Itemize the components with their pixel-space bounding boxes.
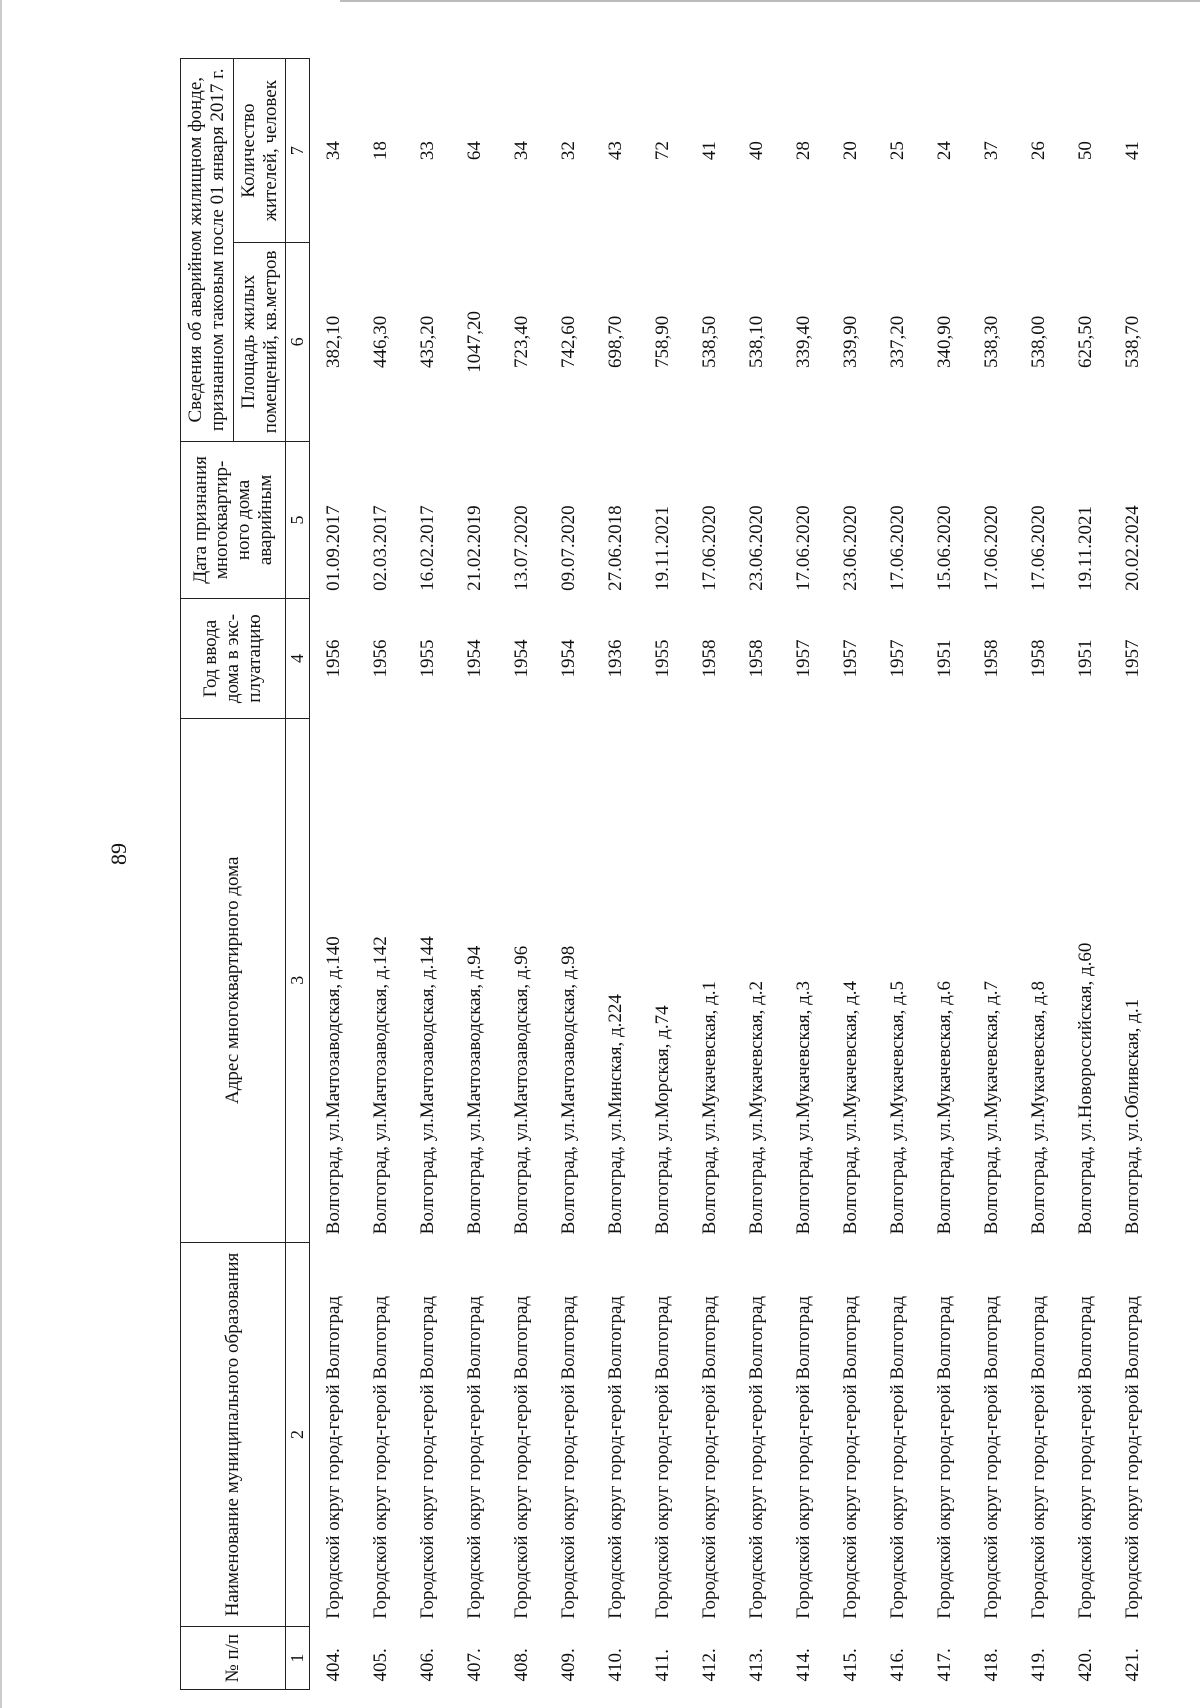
date-cell: 27.06.2018 [604,505,626,591]
year-cell: 1956 [369,639,391,678]
year-cell: 1957 [1121,639,1143,678]
date-cell: 20.02.2024 [1121,505,1143,591]
address-cell: Волгоград, ул.Мукачевская, д.1 [698,980,720,1235]
year-cell: 1951 [1074,639,1096,678]
people-cell: 26 [1027,141,1049,161]
municipality-cell: Городской округ город-герой Волгоград [1027,1295,1049,1619]
table-row [827,59,874,1690]
row-number: 416. [886,1648,908,1682]
municipality-cell: Городской округ город-герой Волгоград [745,1295,767,1619]
people-cell: 34 [510,141,532,161]
area-cell: 538,00 [1027,315,1049,368]
table-row [451,59,498,1690]
year-cell: 1957 [839,639,861,678]
table-row [921,59,968,1690]
table-row [404,59,451,1690]
table-row [1062,59,1109,1690]
people-cell: 34 [322,141,344,161]
people-cell: 64 [463,141,485,161]
address-cell: Волгоград, ул.Мачтозаводская, д.142 [369,936,391,1235]
date-cell: 17.06.2020 [792,505,814,591]
header-people: Количество жителей, человек [233,59,286,243]
people-cell: 33 [416,141,438,161]
emergency-housing-table [180,58,1156,1690]
header-municipality: Наименование муниципального образования [181,1242,286,1626]
area-cell: 698,70 [604,315,626,368]
row-number: 414. [792,1648,814,1682]
table-row [874,59,921,1690]
municipality-cell: Городской округ город-герой Волгоград [1074,1295,1096,1619]
date-cell: 13.07.2020 [510,505,532,591]
people-cell: 72 [651,141,673,161]
year-cell: 1951 [933,639,955,678]
municipality-cell: Городской округ город-герой Волгоград [839,1295,861,1619]
table-row [686,59,733,1690]
year-cell: 1955 [651,639,673,678]
row-number: 410. [604,1648,626,1682]
header-number: № п/п [181,1627,286,1690]
area-cell: 340,90 [933,315,955,368]
year-cell: 1936 [604,639,626,678]
people-cell: 28 [792,141,814,161]
area-cell: 723,40 [510,315,532,368]
date-cell: 21.02.2019 [463,505,485,591]
column-numbers-row [286,59,310,1690]
address-cell: Волгоград, ул.Мукачевская, д.5 [886,980,908,1235]
municipality-cell: Городской округ город-герой Волгоград [463,1295,485,1619]
column-number: 4 [286,599,310,718]
year-cell: 1956 [322,639,344,678]
area-cell: 538,50 [698,315,720,368]
people-cell: 25 [886,141,908,161]
table-row [357,59,404,1690]
people-cell: 24 [933,141,955,161]
address-cell: Волгоград, ул.Мукачевская, д.6 [933,980,955,1235]
people-cell: 43 [604,141,626,161]
header-address: Адрес многоквартирного дома [181,718,286,1242]
year-cell: 1954 [463,639,485,678]
area-cell: 446,30 [369,315,391,368]
row-number: 404. [322,1648,344,1682]
address-cell: Волгоград, ул.Минская, д.224 [604,994,626,1235]
people-cell: 41 [1121,141,1143,161]
table-row [639,59,686,1690]
year-cell: 1957 [792,639,814,678]
table-body [310,59,1157,1690]
row-number: 419. [1027,1648,1049,1682]
year-cell: 1958 [745,639,767,678]
table-row [1109,59,1156,1690]
row-number: 418. [980,1648,1002,1682]
rotated-table-container [180,58,1200,1690]
people-cell: 50 [1074,141,1096,161]
municipality-cell: Городской округ город-герой Волгоград [369,1295,391,1619]
date-cell: 15.06.2020 [933,505,955,591]
people-cell: 20 [839,141,861,161]
municipality-cell: Городской округ город-герой Волгоград [557,1295,579,1619]
row-number: 409. [557,1648,579,1682]
date-cell: 17.06.2020 [980,505,1002,591]
address-cell: Волгоград, ул.Мукачевская, д.2 [745,980,767,1235]
table-row [1015,59,1062,1690]
row-number: 405. [369,1648,391,1682]
date-cell: 17.06.2020 [1027,505,1049,591]
area-cell: 742,60 [557,315,579,368]
date-cell: 23.06.2020 [745,505,767,591]
area-cell: 625,50 [1074,315,1096,368]
address-cell: Волгоград, ул.Обливская, д.1 [1121,998,1143,1235]
column-number: 3 [286,718,310,1242]
row-number: 417. [933,1648,955,1682]
date-cell: 19.11.2021 [651,506,673,591]
municipality-cell: Городской округ город-герой Волгоград [510,1295,532,1619]
municipality-cell: Городской округ город-герой Волгоград [322,1295,344,1619]
year-cell: 1958 [698,639,720,678]
address-cell: Волгоград, ул.Мачтозаводская, д.144 [416,936,438,1235]
header-area: Площадь жилых помещений, кв.метров [233,243,286,441]
address-cell: Волгоград, ул.Морская, д.74 [651,1005,673,1235]
table-row [592,59,639,1690]
row-number: 420. [1074,1648,1096,1682]
column-number: 2 [286,1242,310,1626]
municipality-cell: Городской округ город-герой Волгоград [792,1295,814,1619]
header-date: Дата признания многоквартир-ного дома аварийным [181,441,286,599]
row-number: 406. [416,1648,438,1682]
header-year: Год ввода дома в экс-плуатацию [181,599,286,718]
row-number: 407. [463,1648,485,1682]
area-cell: 337,20 [886,315,908,368]
people-cell: 32 [557,141,579,161]
year-cell: 1958 [980,639,1002,678]
people-cell: 18 [369,141,391,161]
column-number: 5 [286,441,310,599]
column-number: 7 [286,59,310,243]
date-cell: 17.06.2020 [886,505,908,591]
table-row [545,59,592,1690]
people-cell: 40 [745,141,767,161]
column-number: 6 [286,243,310,441]
municipality-cell: Городской округ город-герой Волгоград [933,1295,955,1619]
row-number: 415. [839,1648,861,1682]
municipality-cell: Городской округ город-герой Волгоград [886,1295,908,1619]
scan-top-edge [340,0,1200,2]
date-cell: 19.11.2021 [1074,506,1096,591]
people-cell: 37 [980,141,1002,161]
address-cell: Волгоград, ул.Мукачевская, д.7 [980,980,1002,1235]
date-cell: 17.06.2020 [698,505,720,591]
municipality-cell: Городской округ город-герой Волгоград [604,1295,626,1619]
area-cell: 339,40 [792,315,814,368]
year-cell: 1954 [557,639,579,678]
address-cell: Волгоград, ул.Мукачевская, д.8 [1027,980,1049,1235]
year-cell: 1955 [416,639,438,678]
address-cell: Волгоград, ул.Мукачевская, д.3 [792,980,814,1235]
page-number: 89 [106,843,131,865]
address-cell: Волгоград, ул.Мачтозаводская, д.94 [463,945,485,1235]
year-cell: 1954 [510,639,532,678]
address-cell: Волгоград, ул.Мачтозаводская, д.98 [557,945,579,1235]
row-number: 421. [1121,1648,1143,1682]
date-cell: 16.02.2017 [416,505,438,591]
area-cell: 538,30 [980,315,1002,368]
area-cell: 339,90 [839,315,861,368]
row-number: 408. [510,1648,532,1682]
date-cell: 09.07.2020 [557,505,579,591]
year-cell: 1958 [1027,639,1049,678]
area-cell: 538,10 [745,315,767,368]
address-cell: Волгоград, ул.Мукачевская, д.4 [839,980,861,1235]
area-cell: 435,20 [416,315,438,368]
area-cell: 382,10 [322,315,344,368]
column-number: 1 [286,1627,310,1690]
municipality-cell: Городской округ город-герой Волгоград [1121,1295,1143,1619]
date-cell: 23.06.2020 [839,505,861,591]
area-cell: 1047,20 [463,311,485,373]
municipality-cell: Городской округ город-герой Волгоград [980,1295,1002,1619]
area-cell: 538,70 [1121,315,1143,368]
row-number: 413. [745,1648,767,1682]
year-cell: 1957 [886,639,908,678]
address-cell: Волгоград, ул.Новороссийская, д.60 [1074,942,1096,1235]
people-cell: 41 [698,141,720,161]
row-number: 412. [698,1648,720,1682]
date-cell: 01.09.2017 [322,505,344,591]
table-row [310,59,358,1690]
table-row [780,59,827,1690]
date-cell: 02.03.2017 [369,505,391,591]
header-group: Сведения об аварийном жилищном фонде, признанном таковым после 01 января 2017 г. [181,59,234,442]
header-row [181,59,234,1690]
scan-edge [0,0,2,1708]
table-row [498,59,545,1690]
address-cell: Волгоград, ул.Мачтозаводская, д.140 [322,936,344,1235]
municipality-cell: Городской округ город-герой Волгоград [698,1295,720,1619]
municipality-cell: Городской округ город-герой Волгоград [416,1295,438,1619]
table-row [733,59,780,1690]
address-cell: Волгоград, ул.Мачтозаводская, д.96 [510,945,532,1235]
area-cell: 758,90 [651,315,673,368]
municipality-cell: Городской округ город-герой Волгоград [651,1295,673,1619]
table-row [968,59,1015,1690]
row-number: 411. [651,1648,673,1682]
